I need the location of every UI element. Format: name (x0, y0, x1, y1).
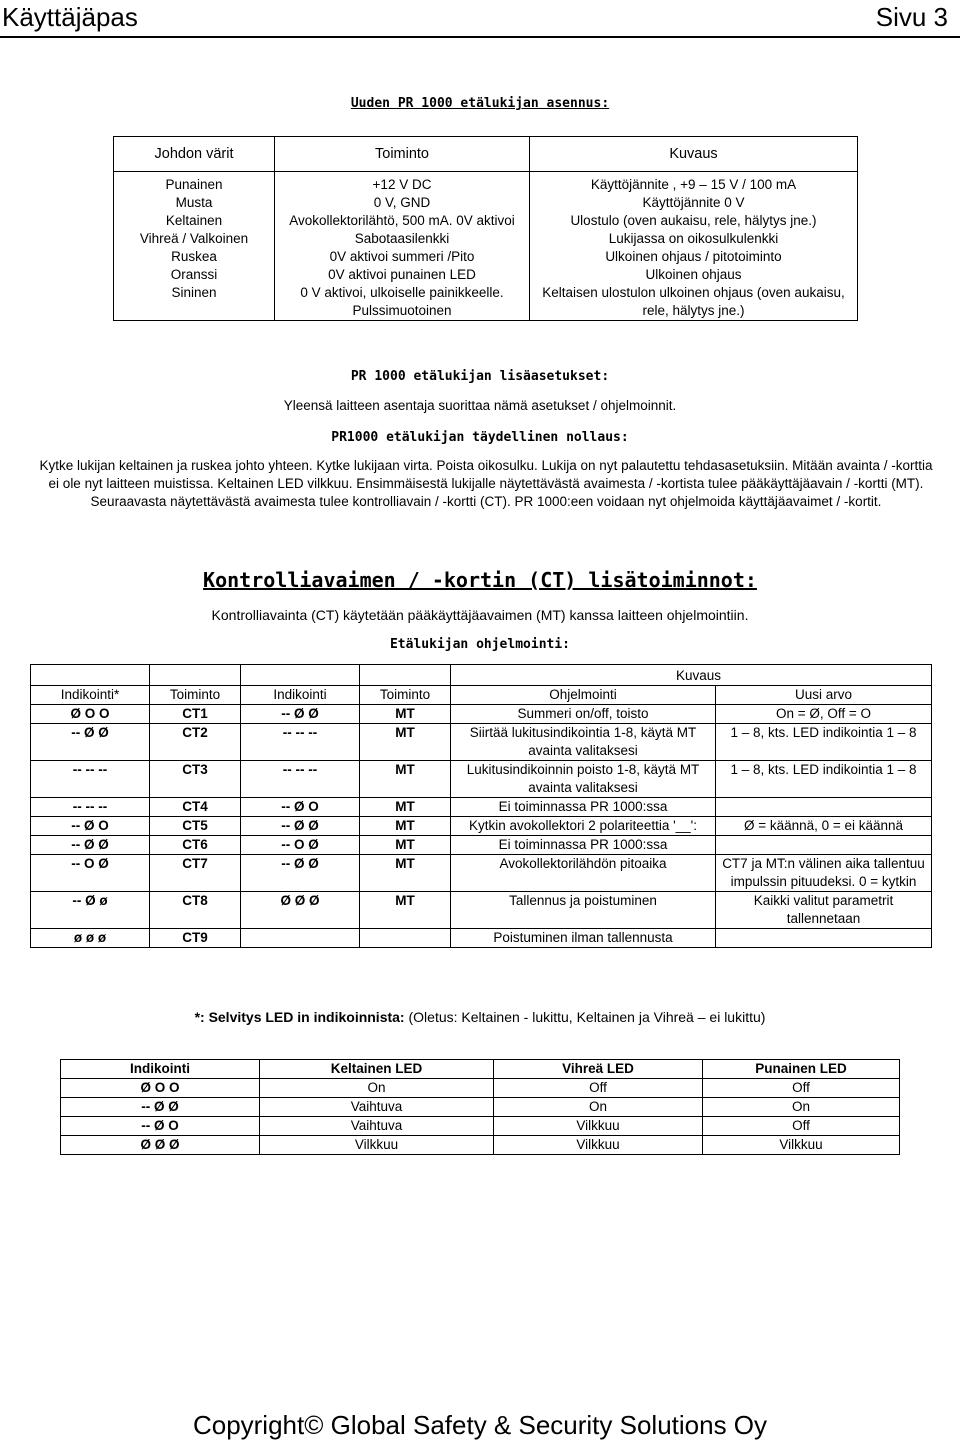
extra-settings-title: PR 1000 etälukijan lisäasetukset: (350, 369, 610, 384)
install-table (113, 136, 858, 321)
table-row (114, 176, 858, 194)
led-note-text: (Oletus: Keltainen - lukittu, Keltainen ja Vihreä – ei lukittu) (404, 1009, 766, 1025)
programming-text: Lukitusindikoinnin poisto 1-8, käytä MT avainta valitaksesi (451, 761, 716, 798)
key-code: CT2 (150, 724, 241, 761)
key-code: MT (360, 855, 451, 892)
yellow-led-state: On (260, 1079, 494, 1098)
led-table (60, 1059, 900, 1155)
key-code: MT (360, 836, 451, 855)
key-code: CT8 (150, 892, 241, 929)
indication: -- Ø O (61, 1117, 260, 1136)
table-row (31, 929, 932, 948)
kuvaus-row (31, 665, 932, 686)
programming-text: Ei toiminnassa PR 1000:ssa (451, 836, 716, 855)
wire-color: Keltainen (114, 212, 275, 230)
yellow-led-state: Vilkkuu (260, 1136, 494, 1155)
table-row (61, 1079, 900, 1098)
page-header (0, 0, 960, 38)
new-value: CT7 ja MT:n välinen aika tallentuu impulssin pituudeksi. 0 = kytkin (716, 855, 932, 892)
indication: -- Ø Ø (241, 705, 360, 724)
new-value: 1 – 8, kts. LED indikointia 1 – 8 (716, 724, 932, 761)
new-value: 1 – 8, kts. LED indikointia 1 – 8 (716, 761, 932, 798)
page-number: Sivu 3 (875, 2, 948, 32)
wire-description: Ulkoinen ohjaus / pitotoiminto (605, 249, 782, 264)
table-row (114, 248, 858, 266)
green-led-state: Vilkkuu (494, 1117, 703, 1136)
new-value: Ø = käännä, 0 = ei käännä (716, 817, 932, 836)
kuvaus-header: Kuvaus (451, 665, 932, 686)
key-code: MT (360, 761, 451, 798)
wire-function: Avokollektorilähtö, 500 mA. 0V aktivoi (275, 212, 530, 230)
indication: -- -- -- (31, 761, 150, 798)
key-code (360, 929, 451, 948)
programming-text: Tallennus ja poistuminen (451, 892, 716, 929)
wire-function: 0 V aktivoi, ulkoiselle painikkeelle. Pulssimuotoinen (275, 284, 530, 321)
table-row (114, 230, 858, 248)
reset-text: Kytke lukijan keltainen ja ruskea johto yhteen. Kytke lukijaan virta. Poista oikosulku. Lukija on nyt palautettu tehdasasetuksiin. Mitään avainta / -korttia ei ole nyt laitteen muistissa. Keltainen LED vilkkuu. Ensimmäisestä lukijalle näytettävästä avaimesta / -kortista tulee pääkäyttäjäavain / -kortti (MT). Seuraavasta näytettävästä avaimesta tulee kontrolliavain / -kortti (CT). PR 1000:een voidaan nyt ohjelmoida käyttäjäavaimet / -kortit. (39, 458, 933, 509)
indication: -- Ø ø (31, 892, 150, 929)
wire-description: Lukijassa on oikosulkulenkki (608, 231, 779, 246)
col-new-value: Uusi arvo (716, 686, 932, 705)
ct-programming-table (30, 664, 932, 948)
key-code: CT1 (150, 705, 241, 724)
key-code: CT7 (150, 855, 241, 892)
key-code: MT (360, 724, 451, 761)
led-note (0, 1008, 960, 1026)
table-row (31, 892, 932, 929)
ct-header-row (31, 686, 932, 705)
table-row (31, 817, 932, 836)
indication: Ø O O (61, 1079, 260, 1098)
indication: Ø Ø Ø (241, 892, 360, 929)
wire-function: 0 V, GND (275, 194, 530, 212)
indication: ø ø ø (31, 929, 150, 948)
wire-color: Musta (114, 194, 275, 212)
indication: -- Ø O (241, 798, 360, 817)
green-led-state: Vilkkuu (494, 1136, 703, 1155)
table-row (31, 836, 932, 855)
table-row (31, 705, 932, 724)
wire-description: Käyttöjännite , +9 – 15 V / 100 mA (590, 177, 797, 192)
programming-text: Summeri on/off, toisto (451, 705, 716, 724)
wire-function: 0V aktivoi summeri /Pito (275, 248, 530, 266)
indication: -- Ø Ø (241, 855, 360, 892)
reset-title: PR1000 etälukijan täydellinen nollaus: (331, 430, 629, 445)
table-row (31, 798, 932, 817)
ct-title: Kontrolliavaimen / -kortin (CT) lisätoiminnot: (203, 568, 757, 592)
table-row (114, 266, 858, 284)
wire-color: Punainen (114, 176, 275, 194)
extra-settings-text: Yleensä laitteen asentaja suorittaa nämä asetukset / ohjelmoinnit. (283, 398, 677, 413)
document-title: Käyttäjäpas (2, 2, 138, 32)
indication: -- O Ø (241, 836, 360, 855)
green-led-state: On (494, 1098, 703, 1117)
indication: -- Ø Ø (61, 1098, 260, 1117)
indication: Ø Ø Ø (61, 1136, 260, 1155)
wire-description: Keltaisen ulostulon ulkoinen ohjaus (oven aukaisu, rele, hälytys jne.) (542, 285, 845, 318)
table-row (114, 212, 858, 230)
wire-description: Käyttöjännite 0 V (642, 195, 745, 210)
key-code: CT5 (150, 817, 241, 836)
table-row (61, 1117, 900, 1136)
table-row (31, 724, 932, 761)
programming-text: Poistuminen ilman tallennusta (451, 929, 716, 948)
green-led-state: Off (494, 1079, 703, 1098)
install-title: Uuden PR 1000 etälukijan asennus: (350, 96, 610, 111)
yellow-led-state: Vaihtuva (260, 1117, 494, 1136)
table-row (31, 855, 932, 892)
indication: -- Ø Ø (241, 817, 360, 836)
col-indication: Indikointi (241, 686, 360, 705)
programming-subtitle: Etälukijan ohjelmointi: (389, 637, 570, 652)
col-indication: Indikointi* (31, 686, 150, 705)
led-col-yellow: Keltainen LED (260, 1060, 494, 1079)
wire-color: Oranssi (114, 266, 275, 284)
wire-color: Ruskea (114, 248, 275, 266)
led-col-red: Punainen LED (703, 1060, 900, 1079)
indication: -- O Ø (31, 855, 150, 892)
key-code: CT3 (150, 761, 241, 798)
new-value (716, 929, 932, 948)
indication: -- Ø Ø (31, 836, 150, 855)
wire-function: 0V aktivoi punainen LED (275, 266, 530, 284)
programming-text: Ei toiminnassa PR 1000:ssa (451, 798, 716, 817)
red-led-state: Vilkkuu (703, 1136, 900, 1155)
programming-text: Siirtää lukitusindikointia 1-8, käytä MT avainta valitaksesi (451, 724, 716, 761)
led-col-indication: Indikointi (61, 1060, 260, 1079)
key-code: CT9 (150, 929, 241, 948)
indication: Ø O O (31, 705, 150, 724)
wire-color: Vihreä / Valkoinen (114, 230, 275, 248)
key-code: MT (360, 705, 451, 724)
indication: -- -- -- (31, 798, 150, 817)
key-code: CT4 (150, 798, 241, 817)
key-code: MT (360, 817, 451, 836)
programming-text: Kytkin avokollektori 2 polariteettia '__': (451, 817, 716, 836)
led-header-row (61, 1060, 900, 1079)
wire-function: Sabotaasilenkki (275, 230, 530, 248)
indication (241, 929, 360, 948)
table-row (31, 761, 932, 798)
table-row (61, 1098, 900, 1117)
new-value (716, 798, 932, 817)
wire-color: Sininen (114, 284, 275, 321)
col-programming: Ohjelmointi (451, 686, 716, 705)
new-value: On = Ø, Off = O (716, 705, 932, 724)
install-header-row (114, 137, 858, 172)
indication: -- Ø O (31, 817, 150, 836)
wire-function: +12 V DC (275, 176, 530, 194)
install-col-1: Johdon värit (114, 137, 275, 172)
new-value: Kaikki valitut parametrit tallennetaan (716, 892, 932, 929)
col-function: Toiminto (150, 686, 241, 705)
indication: -- -- -- (241, 761, 360, 798)
ct-intro-text: Kontrolliavainta (CT) käytetään pääkäyttäjäavaimen (MT) kanssa laitteen ohjelmointiin. (211, 607, 749, 623)
red-led-state: Off (703, 1117, 900, 1136)
col-function: Toiminto (360, 686, 451, 705)
new-value (716, 836, 932, 855)
led-col-green: Vihreä LED (494, 1060, 703, 1079)
install-col-3: Kuvaus (530, 137, 858, 172)
red-led-state: On (703, 1098, 900, 1117)
red-led-state: Off (703, 1079, 900, 1098)
programming-text: Avokollektorilähdön pitoaika (451, 855, 716, 892)
yellow-led-state: Vaihtuva (260, 1098, 494, 1117)
table-row (114, 284, 858, 321)
indication: -- -- -- (241, 724, 360, 761)
copyright-footer: Copyright© Global Safety & Security Solutions Oy (192, 1410, 768, 1440)
wire-description: Ulostulo (oven aukaisu, rele, hälytys jne.) (570, 213, 817, 228)
table-row (114, 194, 858, 212)
wire-description: Ulkoinen ohjaus (645, 267, 742, 282)
led-note-label: *: Selvitys LED in indikoinnista: (194, 1009, 405, 1025)
key-code: CT6 (150, 836, 241, 855)
indication: -- Ø Ø (31, 724, 150, 761)
table-row (61, 1136, 900, 1155)
key-code: MT (360, 892, 451, 929)
key-code: MT (360, 798, 451, 817)
install-col-2: Toiminto (275, 137, 530, 172)
